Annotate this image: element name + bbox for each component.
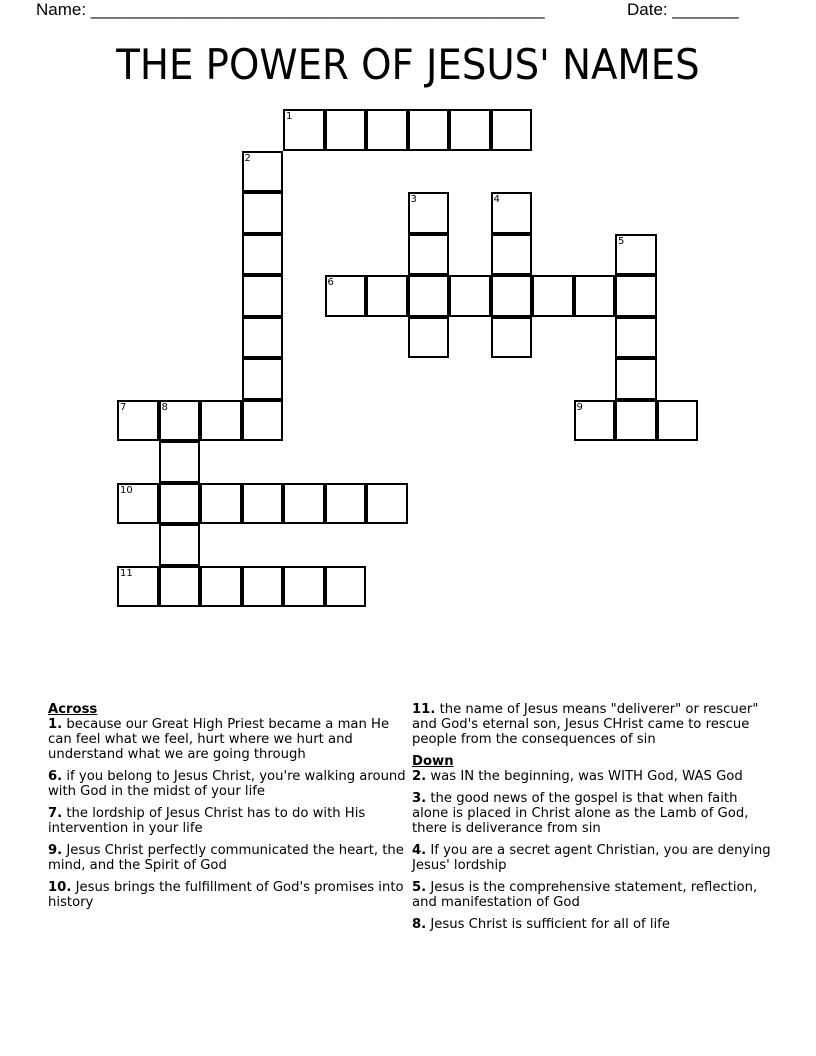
grid-cell[interactable] <box>408 317 450 359</box>
grid-cell[interactable] <box>200 566 242 608</box>
grid-cell[interactable] <box>242 400 284 442</box>
clue-num: 8. <box>412 917 427 932</box>
clue-text: Jesus Christ is sufficient for all of life <box>430 917 670 932</box>
grid-cell[interactable] <box>159 400 201 442</box>
grid-cell[interactable] <box>366 275 408 317</box>
clue <box>412 917 772 932</box>
clue-number: 1 <box>286 111 293 122</box>
clue-number: 2 <box>244 152 251 164</box>
clue-num: 2. <box>412 769 427 784</box>
page-title: THE POWER OF JESUS' NAMES <box>116 40 700 89</box>
clue-num: 5. <box>412 880 427 895</box>
grid-cell[interactable] <box>325 566 367 608</box>
grid-cell[interactable] <box>408 109 450 151</box>
clue-num: 3. <box>412 791 427 806</box>
down-heading: Down <box>412 754 454 769</box>
clue <box>412 791 772 836</box>
clue-num: 4. <box>412 843 427 858</box>
grid-cell[interactable] <box>242 317 284 359</box>
clue-text: Jesus brings the fulfillment of God's promises into history <box>48 880 404 910</box>
clue-text: the lordship of Jesus Christ has to do with His intervention in your life <box>48 806 366 836</box>
grid-cell[interactable] <box>242 234 284 276</box>
grid-cell[interactable] <box>159 566 201 608</box>
grid-cell[interactable] <box>325 109 367 151</box>
across-heading: Across <box>48 702 98 717</box>
grid-cell[interactable] <box>283 109 325 151</box>
clues-right-column <box>412 702 772 939</box>
grid-cell[interactable] <box>366 109 408 151</box>
clue <box>412 843 772 873</box>
clue-number: 10 <box>120 484 133 496</box>
grid-cell[interactable] <box>491 317 533 359</box>
clue-text: if you belong to Jesus Christ, you're walking around with God in the midst of your life <box>48 769 406 799</box>
clue-number: 5 <box>618 235 625 247</box>
clue <box>48 717 408 762</box>
clue-num: 1. <box>48 717 63 732</box>
grid-cell[interactable] <box>242 151 284 193</box>
grid-cell[interactable] <box>117 483 159 525</box>
clue-num: 9. <box>48 843 63 858</box>
clue <box>412 880 772 910</box>
name-field-label: Name: ________________________________________________ <box>36 0 545 19</box>
grid-cell[interactable] <box>449 275 491 317</box>
grid-cell[interactable] <box>615 358 657 400</box>
clue-number: 4 <box>493 194 500 205</box>
clue-num: 11. <box>412 702 436 717</box>
grid-cell[interactable] <box>159 524 201 566</box>
grid-cell[interactable] <box>242 275 284 317</box>
grid-cell[interactable] <box>242 358 284 400</box>
grid-cell[interactable] <box>117 400 159 442</box>
clue-number: 7 <box>120 401 127 413</box>
clue-text: the name of Jesus means "deliverer" or rescuer" and God's eternal son, Jesus CHrist came to rescue people from the consequences of sin <box>412 702 759 747</box>
grid-cell[interactable] <box>117 566 159 608</box>
grid-cell[interactable] <box>325 275 367 317</box>
grid-cell[interactable] <box>242 483 284 525</box>
grid-cell[interactable] <box>200 483 242 525</box>
grid-cell[interactable] <box>408 192 450 234</box>
grid-cell[interactable] <box>491 192 533 234</box>
grid-cell[interactable] <box>366 483 408 525</box>
clue-text: because our Great High Priest became a man He can feel what we feel, hurt where we hurt and understand what we are going through <box>48 717 390 762</box>
grid-cell[interactable] <box>283 483 325 525</box>
grid-cell[interactable] <box>574 400 616 442</box>
grid-cell[interactable] <box>491 275 533 317</box>
clue-number: 3 <box>410 194 417 205</box>
grid-cell[interactable] <box>242 566 284 608</box>
clue-number: 11 <box>120 567 133 579</box>
clue-text: Jesus is the comprehensive statement, reflection, and manifestation of God <box>412 880 758 910</box>
clue-text: Jesus Christ perfectly communicated the heart, the mind, and the Spirit of God <box>48 843 404 873</box>
grid-cell[interactable] <box>615 275 657 317</box>
grid-cell[interactable] <box>657 400 699 442</box>
clue-text: the good news of the gospel is that when faith alone is placed in Christ alone as the Lamb of God, there is deliverance from sin <box>412 791 749 836</box>
clue <box>48 806 408 836</box>
clue <box>48 880 408 910</box>
grid-cell[interactable] <box>159 483 201 525</box>
clue-num: 10. <box>48 880 72 895</box>
clue <box>412 702 772 747</box>
date-field-label: Date: _______ <box>627 0 739 19</box>
clue-num: 7. <box>48 806 63 821</box>
clue-num: 6. <box>48 769 63 784</box>
grid-cell[interactable] <box>615 234 657 276</box>
grid-cell[interactable] <box>449 109 491 151</box>
clue-text: If you are a secret agent Christian, you are denying Jesus' lordship <box>412 843 771 873</box>
grid-cell[interactable] <box>200 400 242 442</box>
grid-cell[interactable] <box>615 317 657 359</box>
clue <box>48 843 408 873</box>
grid-cell[interactable] <box>532 275 574 317</box>
grid-cell[interactable] <box>408 275 450 317</box>
clue-number: 9 <box>576 401 583 413</box>
clue-text: was IN the beginning, was WITH God, WAS God <box>430 769 743 784</box>
grid-cell[interactable] <box>325 483 367 525</box>
grid-cell[interactable] <box>283 566 325 608</box>
grid-cell[interactable] <box>159 441 201 483</box>
clue-number: 6 <box>327 277 334 288</box>
grid-cell[interactable] <box>574 275 616 317</box>
grid-cell[interactable] <box>491 234 533 276</box>
grid-cell[interactable] <box>615 400 657 442</box>
grid-cell[interactable] <box>408 234 450 276</box>
clue <box>48 769 408 799</box>
clue <box>412 769 772 784</box>
grid-cell[interactable] <box>242 192 284 234</box>
grid-cell[interactable] <box>491 109 533 151</box>
clue-number: 8 <box>161 401 168 413</box>
clues-left-column <box>48 702 408 917</box>
